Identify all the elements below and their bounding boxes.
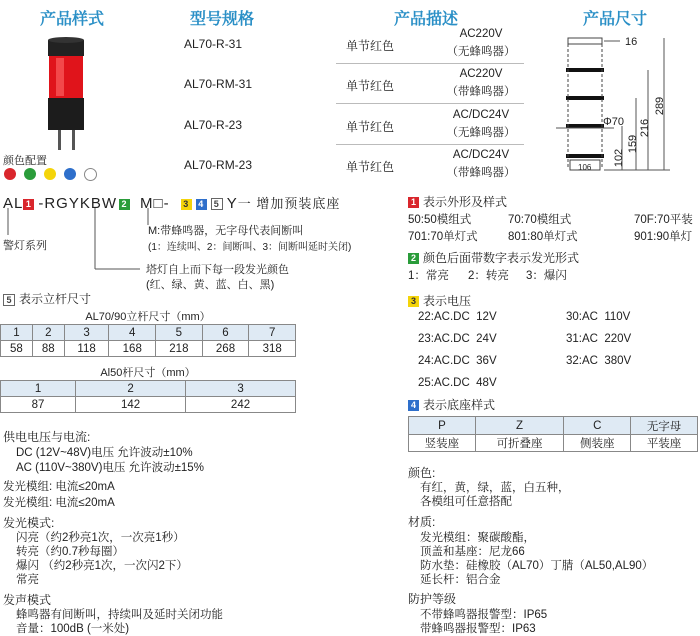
t1-head: 2 (32, 325, 64, 341)
code-dash: - (163, 195, 170, 212)
color-config-label: 颜色配置 (3, 155, 47, 167)
product-voltage: AC220V (459, 68, 503, 80)
sec2-title: 颜色后面带数字表示发光形式 (423, 251, 580, 265)
color-sec-title: 颜色: (408, 466, 436, 480)
sec3-title: 表示电压 (423, 294, 472, 308)
sec1-item: 901:90单灯 (634, 231, 693, 243)
t1-val: 168 (109, 341, 156, 357)
sec2-title-row (408, 249, 579, 266)
badge-5: 5 (211, 198, 223, 210)
sec1-item: 70F:70平装 (634, 214, 693, 226)
t1-head: 4 (109, 325, 156, 341)
pole-size-table-al70 (0, 324, 296, 357)
sec2-item: 2：转亮 (468, 270, 509, 282)
badge-4: 4 (196, 199, 207, 210)
dim-216: 216 (639, 118, 652, 138)
t1-head: 3 (64, 325, 109, 341)
code-y: Y (226, 195, 238, 212)
t1-head: 7 (249, 325, 296, 341)
badge-1: 1 (408, 197, 419, 208)
sec3-item: 24:AC.DC 36V (418, 355, 497, 367)
light-mode-l3: 爆闪 （约2秒亮1次，一次闪2下） (16, 560, 188, 572)
sec1-title: 表示外形及样式 (423, 195, 508, 209)
note-c2: (红、绿、黄、蓝、白、黑) (146, 279, 275, 291)
sec1-item: 801:80单灯式 (508, 231, 578, 243)
module-row (3, 478, 115, 494)
base-style-table (408, 416, 698, 452)
protect-l1: 不带蜂鸣器报警型：IP65 (420, 609, 548, 621)
t2-val: 87 (1, 397, 76, 413)
product-buzzer: （带蜂鸣器） (446, 86, 516, 98)
buzzer-module-title: 发光模组: (3, 497, 53, 509)
sec2-item: 1：常亮 (408, 270, 449, 282)
sec4-head: C (564, 417, 631, 435)
color-dot-green (24, 168, 36, 180)
product-color: 单节红色 (346, 79, 395, 93)
header-model-spec: 型号规格 (190, 11, 255, 28)
header-product-style: 产品样式 (40, 11, 105, 28)
color-dot-blue (64, 168, 76, 180)
sec4-val: 可折叠座 (475, 435, 563, 452)
sec3-item: 25:AC.DC 48V (418, 377, 497, 389)
color-dot-red (4, 168, 16, 180)
product-model: AL70-R-23 (184, 118, 243, 132)
dim-phi70: Φ70 (603, 116, 625, 128)
sec3-item: 22:AC.DC 12V (418, 311, 497, 323)
note-m2: (1：连续叫、2：间断叫、3：间断叫延时关闭) (148, 242, 352, 253)
color-dot-white (84, 168, 97, 181)
divider (336, 63, 524, 64)
product-image (36, 36, 96, 151)
t1-head: 1 (1, 325, 33, 341)
sec4-head: Z (475, 417, 563, 435)
pole-size-table-al50 (0, 380, 296, 413)
material-l2: 顶盖和基座：尼龙66 (420, 546, 525, 558)
product-color: 单节红色 (346, 120, 395, 134)
sec4-val: 平装座 (631, 435, 698, 452)
badge-3: 3 (408, 296, 419, 307)
protect-title: 防护等级 (408, 592, 457, 606)
product-model: AL70-R-31 (184, 37, 243, 51)
badge-4: 4 (408, 400, 419, 411)
sec4-title-row (408, 396, 495, 413)
product-buzzer: （无蜂鸣器） (446, 127, 516, 139)
light-mode-title: 发光模式: (3, 516, 55, 530)
note-c1: 塔灯自上而下每一段发光颜色 (146, 264, 289, 276)
t1-head: 6 (202, 325, 249, 341)
sec5-title: 表示立杆尺寸 (19, 292, 92, 306)
sec3-item: 32:AC 380V (566, 355, 632, 367)
sec3-item: 31:AC 220V (566, 333, 632, 345)
table2-caption: Al50杆尺寸（mm） (100, 367, 196, 379)
t2-head: 2 (76, 381, 186, 397)
t2-head: 3 (186, 381, 296, 397)
product-model: AL70-RM-31 (184, 77, 253, 91)
code-tail: 一 增加预装底座 (237, 196, 341, 211)
light-mode-l1: 闪亮（约2秒亮1次，一次亮1秒） (16, 532, 185, 544)
badge-1: 1 (23, 199, 34, 210)
sound-mode-l2: 音量：100dB (一米处) (16, 623, 130, 635)
dim-bottom: 106 (578, 163, 592, 172)
sec4-val: 侧装座 (564, 435, 631, 452)
color-sec-l2: 各模组可任意搭配 (420, 496, 512, 508)
sec4-val: 竖装座 (409, 435, 476, 452)
divider (336, 103, 524, 104)
module-value: 电流≤20mA (55, 481, 115, 493)
sound-mode-l1: 蜂鸣器有间断叫，持续叫及延时关闭功能 (16, 609, 223, 621)
sec1-item: 50:50模组式 (408, 214, 472, 226)
t2-head: 1 (1, 381, 76, 397)
t1-head: 5 (156, 325, 203, 341)
material-l1: 发光模组：聚碳酸酯， (420, 532, 535, 544)
product-voltage: AC/DC24V (452, 109, 510, 121)
color-sec-l1: 有红，黄，绿，蓝，白五种， (420, 482, 570, 494)
note-m1: M:带蜂鸣器，无字母代表间断叫 (148, 225, 304, 237)
sec1-title-row (408, 193, 507, 210)
t1-val: 268 (202, 341, 249, 357)
sec5-title-row (3, 290, 91, 307)
protect-l2: 带蜂鸣器报警型：IP63 (420, 623, 536, 635)
code-mid: -RGYKBW (38, 195, 118, 212)
sec3-item: 23:AC.DC 24V (418, 333, 497, 345)
t1-val: 118 (64, 341, 109, 357)
code-box: □ (153, 195, 164, 212)
t1-val: 218 (156, 341, 203, 357)
material-l4: 延长杆：铝合金 (420, 574, 501, 586)
product-buzzer: （带蜂鸣器） (446, 167, 516, 179)
material-l3: 防水垫：硅橡胶（AL70）丁腈（AL50,AL90） (420, 560, 654, 572)
product-buzzer: （无蜂鸣器） (446, 46, 516, 58)
dim-289: 289 (654, 96, 667, 116)
color-dot-yellow (44, 168, 56, 180)
sec1-item: 70:70模组式 (508, 214, 572, 226)
dim-16: 16 (625, 36, 638, 48)
divider (336, 144, 524, 145)
sec1-item: 701:70单灯式 (408, 231, 478, 243)
buzzer-module-row (3, 494, 115, 510)
code-al: AL (3, 195, 24, 212)
sec2-item: 3：爆闪 (526, 270, 567, 282)
product-voltage: AC220V (459, 28, 503, 40)
t2-val: 142 (76, 397, 186, 413)
sec4-head: 无字母 (631, 417, 698, 435)
t1-val: 58 (1, 341, 33, 357)
badge-2: 2 (408, 253, 419, 264)
sec3-title-row (408, 292, 471, 309)
sec4-head: P (409, 417, 476, 435)
t1-val: 318 (249, 341, 296, 357)
table1-caption: AL70/90立杆尺寸（mm） (85, 311, 211, 323)
dim-159: 159 (627, 134, 640, 154)
power-title: 供电电压与电流: (3, 430, 91, 444)
power-l2: AC (110V~380V)电压 允许波动±15% (16, 462, 204, 474)
product-color: 单节红色 (346, 39, 395, 53)
header-product-desc: 产品描述 (394, 11, 459, 28)
sec4-title: 表示底座样式 (423, 398, 496, 412)
product-color: 单节红色 (346, 160, 395, 174)
product-voltage: AC/DC24V (452, 149, 510, 161)
module-title: 发光模组: (3, 481, 53, 493)
badge-3: 3 (181, 199, 192, 210)
code-m: M (140, 195, 154, 212)
note-series: 警灯系列 (3, 240, 47, 252)
t2-val: 242 (186, 397, 296, 413)
product-model: AL70-RM-23 (184, 158, 253, 172)
sec3-item: 30:AC 110V (566, 311, 631, 323)
header-product-size: 产品尺寸 (583, 11, 648, 28)
dim-102: 102 (613, 148, 626, 168)
power-l1: DC (12V~48V)电压 允许波动±10% (16, 447, 193, 459)
badge-5: 5 (3, 294, 15, 306)
t1-val: 88 (32, 341, 64, 357)
light-mode-l4: 常亮 (16, 574, 39, 586)
buzzer-module-value: 电流≤20mA (55, 497, 115, 509)
sound-mode-title: 发声模式 (3, 593, 52, 607)
material-title: 材质: (408, 515, 436, 529)
light-mode-l2: 转亮（约0.7秒每圈） (16, 546, 124, 558)
badge-2: 2 (119, 199, 130, 210)
